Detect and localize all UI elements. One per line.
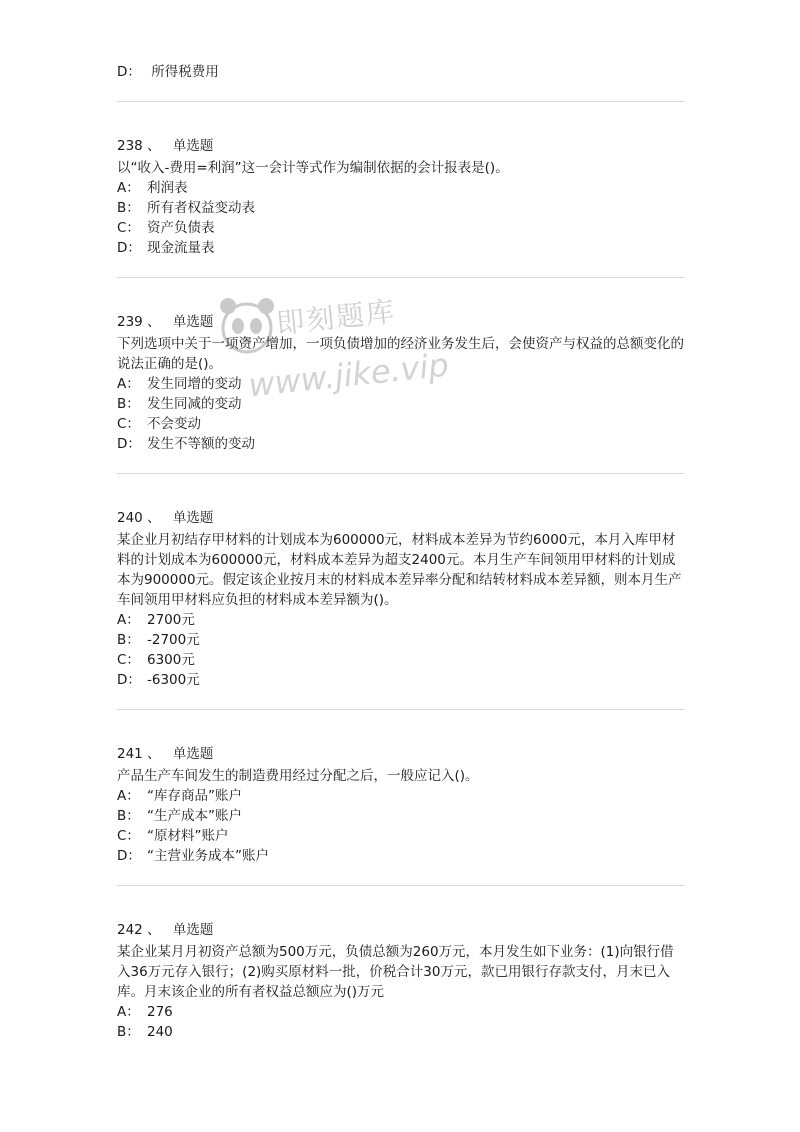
- option-key: A：: [117, 1004, 140, 1020]
- question-header: [117, 508, 685, 528]
- option-a: [117, 610, 685, 630]
- question-type: 单选题: [172, 922, 214, 938]
- option-a: [117, 1002, 685, 1022]
- option-text: 现金流量表: [147, 240, 215, 256]
- option-key: C：: [117, 828, 140, 844]
- option-key: A：: [117, 612, 140, 628]
- option-text: 发生不等额的变动: [147, 436, 255, 452]
- option-key: A：: [117, 180, 140, 196]
- question-type: 单选题: [172, 138, 214, 154]
- option-text: 资产负债表: [147, 220, 215, 236]
- question-stem: 某企业月初结存甲材料的计划成本为600000元，材料成本差异为节约6000元，本月入库甲材料的计划成本为600000元，材料成本差异为超支2400元。本月生产车间领用甲材料的计划成本为900000元。假定该企业按月末的材料成本差异率分配和结转材料成本差异额，则本月生产车间领用甲材料应负担的材料成本差异额为()。: [117, 532, 682, 608]
- option-text: 276: [147, 1004, 173, 1020]
- option-key: B：: [117, 1024, 140, 1040]
- option-key: A：: [117, 376, 140, 392]
- option-a: [117, 374, 685, 394]
- question-number: 240: [117, 510, 143, 526]
- question-240: [117, 508, 685, 690]
- option-c: [117, 218, 685, 238]
- option-key: B：: [117, 200, 140, 216]
- question-header: [117, 312, 685, 332]
- question-number: 239: [117, 314, 143, 330]
- watermark-brand: 即刻题库: [274, 294, 398, 341]
- option-c: [117, 826, 685, 846]
- divider: [117, 101, 685, 102]
- question-stem: 产品生产车间发生的制造费用经过分配之后，一般应记入()。: [117, 768, 479, 784]
- question-number: 242: [117, 922, 143, 938]
- option-key: C：: [117, 220, 140, 236]
- option-text: 所有者权益变动表: [147, 200, 255, 216]
- option-text: -6300元: [147, 672, 200, 688]
- question-242: [117, 920, 685, 1042]
- divider: [117, 473, 685, 474]
- option-d: [117, 62, 685, 82]
- option-d: [117, 434, 685, 454]
- option-a: [117, 178, 685, 198]
- option-d: [117, 670, 685, 690]
- option-key: B：: [117, 396, 140, 412]
- question-type: 单选题: [172, 314, 214, 330]
- question-separator: 、: [147, 922, 161, 938]
- option-b: [117, 198, 685, 218]
- question-241: [117, 744, 685, 866]
- option-key: B：: [117, 632, 140, 648]
- option-key: A：: [117, 788, 140, 804]
- option-text: 240: [147, 1024, 173, 1040]
- option-key: D：: [117, 64, 141, 80]
- option-key: D：: [117, 672, 141, 688]
- question-page: [117, 60, 685, 1042]
- option-b: [117, 1022, 685, 1042]
- question-header: [117, 136, 685, 156]
- option-text: 发生同减的变动: [147, 396, 242, 412]
- question-238: [117, 136, 685, 258]
- question-239: [117, 312, 685, 454]
- option-text: 2700元: [147, 612, 195, 628]
- option-text: -2700元: [147, 632, 200, 648]
- option-key: D：: [117, 240, 141, 256]
- divider: [117, 885, 685, 886]
- option-text: 6300元: [147, 652, 195, 668]
- option-d: [117, 238, 685, 258]
- question-separator: 、: [147, 314, 161, 330]
- option-text: 利润表: [147, 180, 188, 196]
- option-text: 所得税费用: [151, 64, 219, 80]
- option-c: [117, 414, 685, 434]
- divider: [117, 277, 685, 278]
- option-c: [117, 650, 685, 670]
- option-b: [117, 806, 685, 826]
- option-text: 不会变动: [147, 416, 201, 432]
- option-key: B：: [117, 808, 140, 824]
- option-text: “库存商品”账户: [147, 788, 242, 804]
- question-stem: 下列选项中关于一项资产增加，一项负债增加的经济业务发生后，会使资产与权益的总额变化的说法正确的是()。: [117, 336, 684, 372]
- option-key: D：: [117, 436, 141, 452]
- question-stem: 以“收入-费用=利润”这一会计等式作为编制依据的会计报表是()。: [117, 160, 509, 176]
- option-key: C：: [117, 652, 140, 668]
- question-separator: 、: [147, 746, 161, 762]
- option-b: [117, 394, 685, 414]
- option-d: [117, 846, 685, 866]
- question-number: 241: [117, 746, 143, 762]
- question-stem: 某企业某月月初资产总额为500万元，负债总额为260万元，本月发生如下业务：(1)向银行借入36万元存入银行；(2)购买原材料一批，价税合计30万元，款已用银行存款支付，月末已入库。月末该企业的所有者权益总额应为()万元: [117, 944, 674, 1000]
- option-key: D：: [117, 848, 141, 864]
- option-text: “主营业务成本”账户: [147, 848, 269, 864]
- option-a: [117, 786, 685, 806]
- question-type: 单选题: [172, 746, 214, 762]
- watermark-url: www.jike.vip: [246, 345, 451, 405]
- option-text: 发生同增的变动: [147, 376, 242, 392]
- question-type: 单选题: [172, 510, 214, 526]
- divider: [117, 709, 685, 710]
- option-text: “生产成本”账户: [147, 808, 242, 824]
- question-separator: 、: [147, 138, 161, 154]
- option-key: C：: [117, 416, 140, 432]
- option-b: [117, 630, 685, 650]
- option-text: “原材料”账户: [147, 828, 229, 844]
- question-header: [117, 920, 685, 940]
- question-separator: 、: [147, 510, 161, 526]
- question-header: [117, 744, 685, 764]
- question-number: 238: [117, 138, 143, 154]
